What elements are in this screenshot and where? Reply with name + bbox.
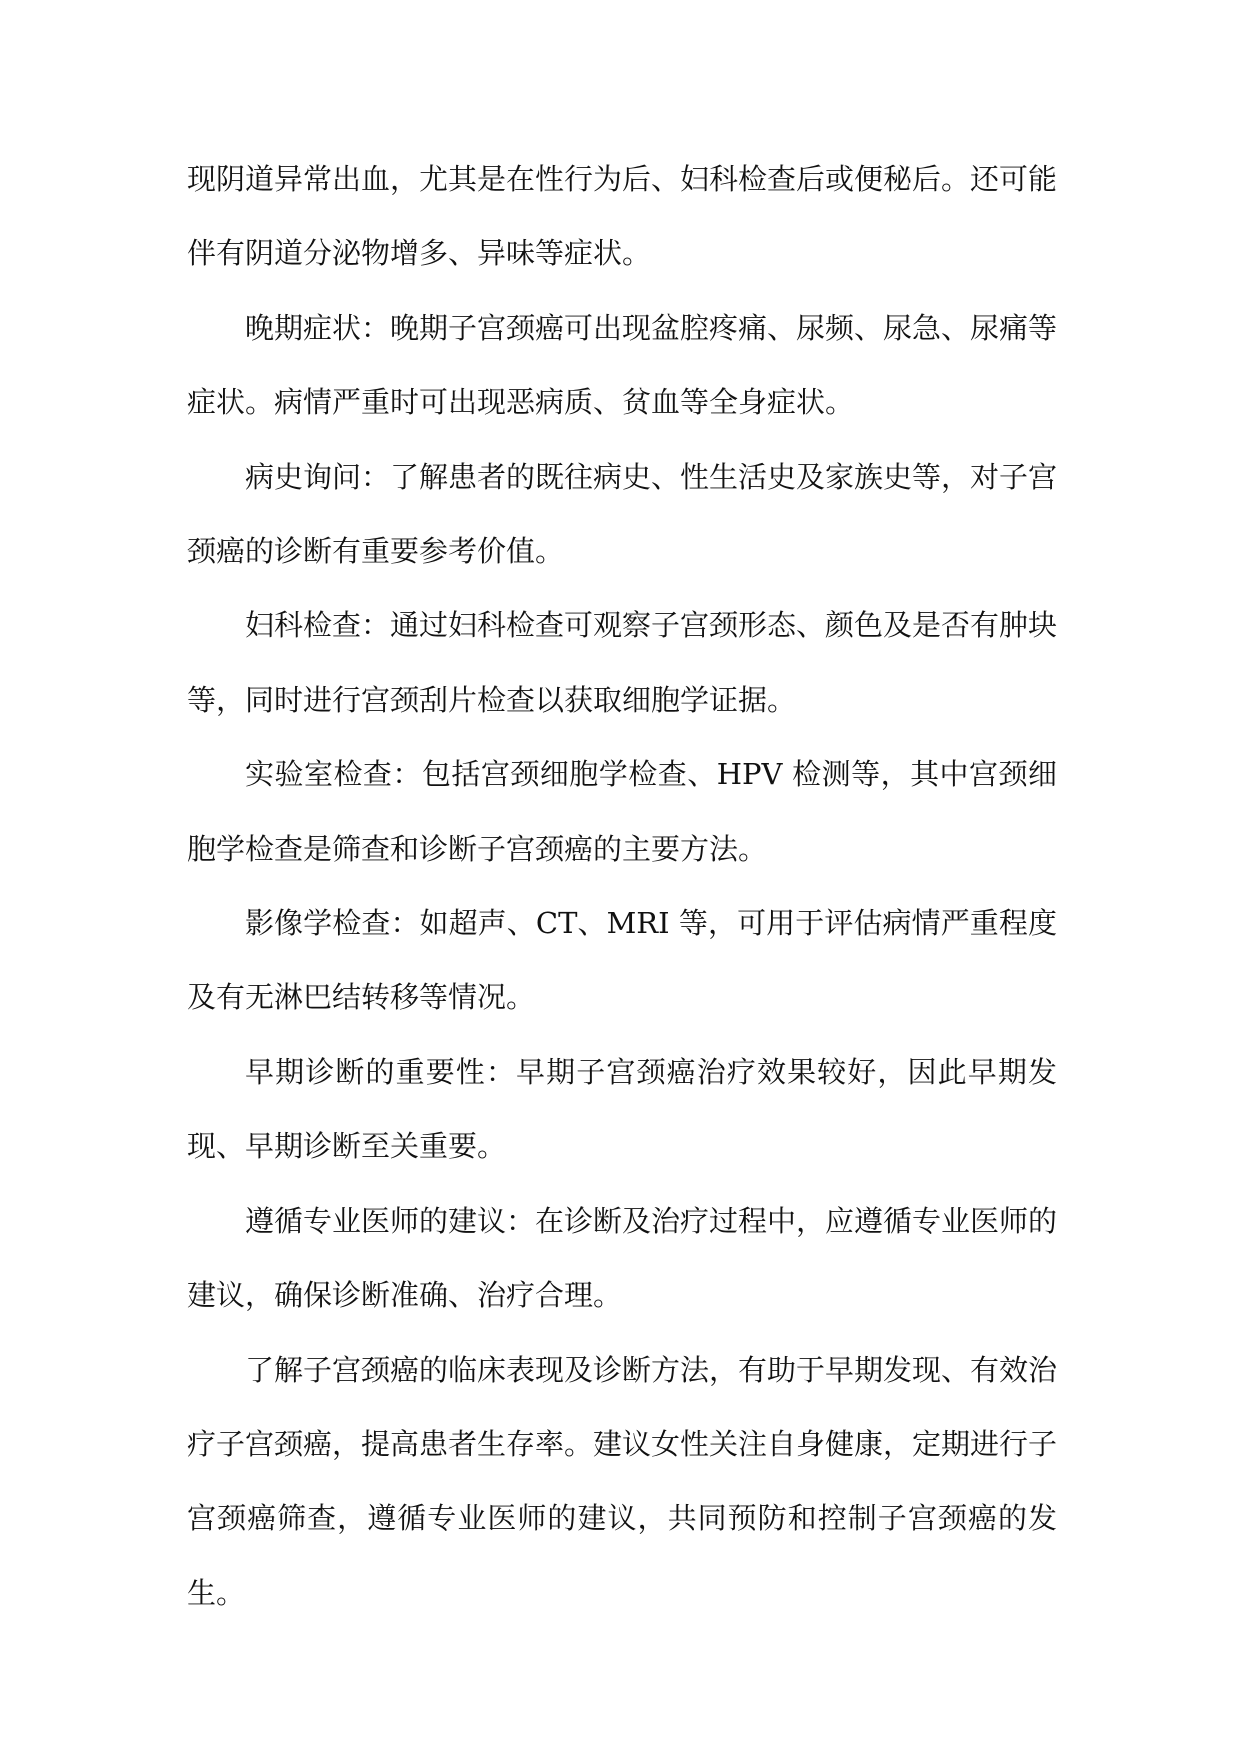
paragraph-early-diagnosis: 早期诊断的重要性：早期子宫颈癌治疗效果较好，因此早期发现、早期诊断至关重要。 [187, 1054, 1057, 1164]
paragraph-history-inquiry: 病史询问：了解患者的既往病史、性生活史及家族史等，对子宫颈癌的诊断有重要参考价值。 [187, 459, 1058, 569]
paragraph-symptoms-continued: 现阴道异常出血，尤其是在性行为后、妇科检查后或便秘后。还可能伴有阴道分泌物增多、异味等症状。 [187, 162, 1058, 271]
paragraph-late-symptoms: 晚期症状：晚期子宫颈癌可出现盆腔疼痛、尿频、尿急、尿痛等症状。病情严重时可出现恶病质、贫血等全身症状。 [187, 310, 1058, 420]
body-text [187, 142, 1057, 1630]
paragraph-follow-doctor: 遵循专业医师的建议：在诊断及治疗过程中，应遵循专业医师的建议，确保诊断准确、治疗合理。 [187, 1203, 1058, 1313]
paragraph-lab-tests: 实验室检查：包括宫颈细胞学检查、HPV 检测等，其中宫颈细胞学检查是筛查和诊断子宫颈癌的主要方法。 [187, 757, 1057, 866]
paragraph-gynecological-exam: 妇科检查：通过妇科检查可观察子宫颈形态、颜色及是否有肿块等，同时进行宫颈刮片检查以获取细胞学证据。 [187, 608, 1058, 717]
paragraph-imaging: 影像学检查：如超声、CT、MRI 等，可用于评估病情严重程度及有无淋巴结转移等情况。 [187, 906, 1057, 1015]
paragraph-conclusion: 了解子宫颈癌的临床表现及诊断方法，有助于早期发现、有效治疗子宫颈癌，提高患者生存率。建议女性关注自身健康，定期进行子宫颈癌筛查，遵循专业医师的建议，共同预防和控制子宫颈癌的发生。 [187, 1352, 1058, 1610]
